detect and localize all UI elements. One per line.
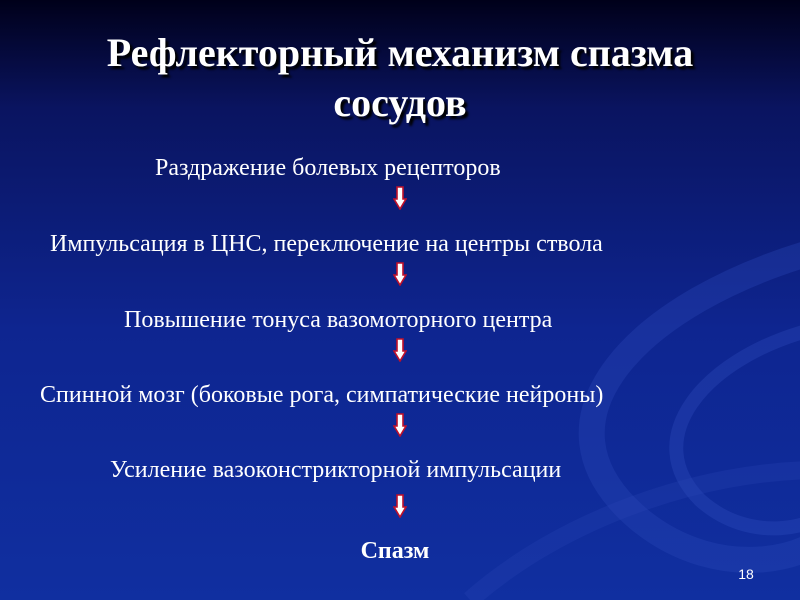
slide-title: Рефлекторный механизм спазма сосудов [106,30,694,125]
step-4-text: Спинной мозг (боковые рога, симпатические нейроны) [40,382,604,408]
down-arrow-icon [393,186,407,210]
down-arrow-icon [393,413,407,437]
step-2-text: Импульсация в ЦНС, переключение на центры ствола [50,231,603,257]
page-number: 18 [738,566,754,582]
step-6-result-text: Спазм [360,538,430,564]
down-arrow-icon [393,338,407,362]
step-5-text: Усиление вазоконстрикторной импульсации [110,457,562,483]
step-1-text: Раздражение болевых рецепторов [155,155,501,181]
down-arrow-icon [393,262,407,286]
down-arrow-icon [393,494,407,518]
step-3-text: Повышение тонуса вазомоторного центра [124,307,553,333]
